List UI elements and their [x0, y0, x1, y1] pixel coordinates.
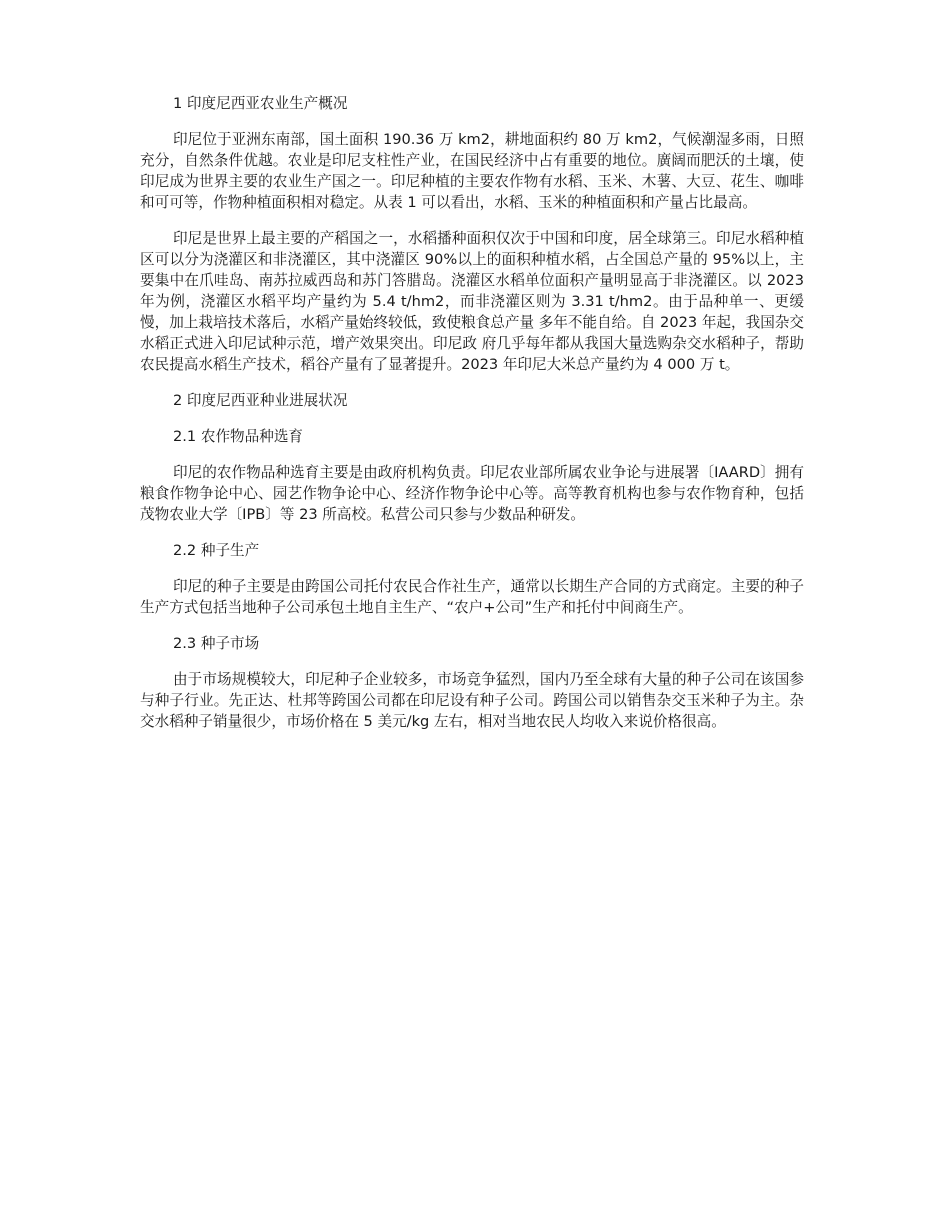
paragraph: 印尼是世界上最主要的产稻国之一，水稻播种面积仅次于中国和印度，居全球第三。印尼水稻种植区可以分为浇灌区和非浇灌区，其中浇灌区 90%以上的面积种植水稻，占全国总产量的 95%以上，主要集中在爪哇岛、南苏拉威西岛和苏门答腊岛。浇灌区水稻单位面积产量明显高于非浇灌区。以 2023 年为例，浇灌区水稻平均产量约为 5.4 t/hm2，而非浇灌区则为 3.31 t/hm2。由于品种单一、更缓慢，加上栽培技术落后，水稻产量始终较低，致使粮食总产量 多年不能自给。自 2023 年起，我国杂交水稻正式进入印尼试种示范，增产效果突出。印尼政 府几乎每年都从我国大量选购杂交水稻种子，帮助农民提高水稻生产技术，稻谷产量有了显著提升。2023 年印尼大米总产量约为 4 000 万 t。 — [140, 230, 804, 373]
paragraph: 由于市场规模较大，印尼种子企业较多，市场竞争猛烈，国内乃至全球有大量的种子公司在该国参与种子行业。先正达、杜邦等跨国公司都在印尼设有种子公司。跨国公司以销售杂交玉米种子为主。杂交水稻种子销量很少，市场价格在 5 美元/kg 左右，相对当地农民人均收入来说价格很高。 — [140, 671, 804, 730]
section-heading: 1 印度尼西亚农业生产概况 — [173, 95, 348, 112]
paragraph: 印尼的农作物品种选育主要是由政府机构负责。印尼农业部所属农业争论与进展署〔IAARD〕拥有粮食作物争论中心、园艺作物争论中心、经济作物争论中心等。高等教育机构也参与农作物育种，包括茂物农业大学〔IPB〕等 23 所高校。私营公司只参与少数品种研发。 — [140, 464, 804, 523]
document-page — [140, 93, 804, 747]
subsection-heading: 2.3 种子市场 — [173, 635, 260, 652]
subsection-heading: 2.2 种子生产 — [173, 542, 260, 559]
section-heading: 2 印度尼西亚种业进展状况 — [173, 392, 348, 409]
subsection-heading: 2.1 农作物品种选育 — [173, 428, 304, 445]
paragraph: 印尼位于亚洲东南部，国土面积 190.36 万 km2，耕地面积约 80 万 km2，气候潮湿多雨，日照充分，自然条件优越。农业是印尼支柱性产业，在国民经济中占有重要的地位。廣阔而肥沃的土壤，使印尼成为世界主要的农业生产国之一。印尼种植的主要农作物有水稻、玉米、木薯、大豆、花生、咖啡和可可等，作物种植面积相对稳定。从表 1 可以看出，水稻、玉米的种植面积和产量占比最高。 — [140, 131, 804, 211]
paragraph: 印尼的种子主要是由跨国公司托付农民合作社生产，通常以长期生产合同的方式商定。主要的种子生产方式包括当地种子公司承包土地自主生产、“农户+公司”生产和托付中间商生产。 — [140, 578, 804, 616]
